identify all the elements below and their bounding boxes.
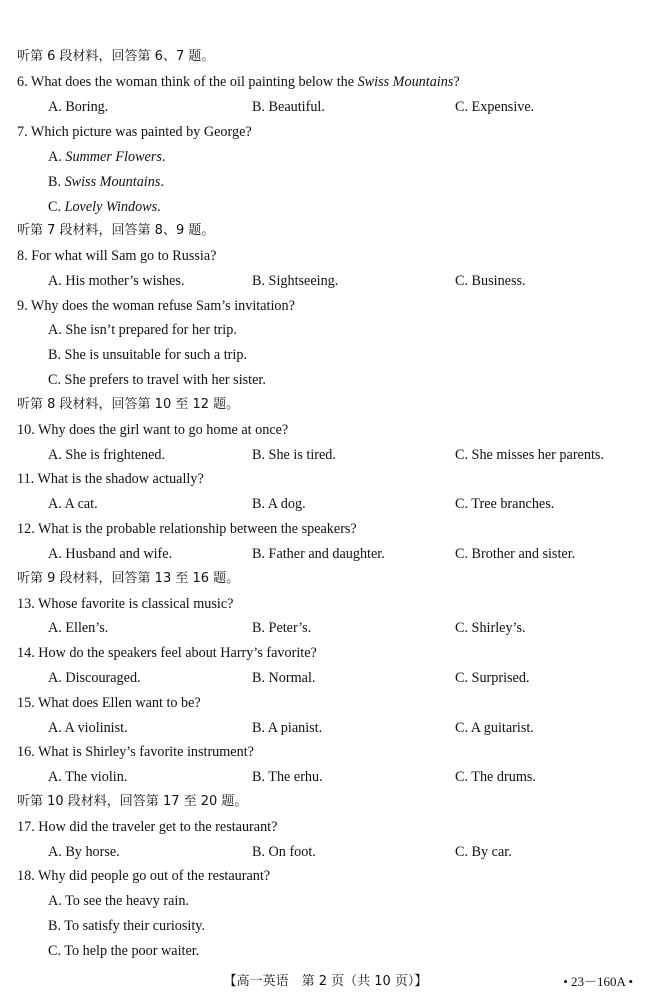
- question-7-option-a: [0, 145, 651, 170]
- question-15-option-a: A. A violinist.: [48, 720, 128, 736]
- question-14: 14. How do the speakers feel about Harry’s favorite?: [17, 645, 317, 661]
- footer-code: • 23－160A •: [563, 974, 633, 989]
- question-7-option-a-text: Summer Flowers: [65, 149, 162, 165]
- question-14-option-c: C. Surprised.: [455, 670, 530, 686]
- question-8-option-b: B. Sightseeing.: [252, 273, 339, 289]
- question-11-option-a: A. A cat.: [48, 496, 98, 512]
- question-15-option-c: C. A guitarist.: [455, 720, 534, 736]
- question-17: 17. How did the traveler get to the restaurant?: [17, 819, 278, 835]
- question-16-option-b: B. The erhu.: [252, 769, 323, 785]
- question-14-option-b: B. Normal.: [252, 670, 316, 686]
- question-8-option-a: A. His mother’s wishes.: [48, 273, 185, 289]
- question-8: 8. For what will Sam go to Russia?: [17, 248, 217, 264]
- question-7-option-c-period: .: [157, 199, 161, 215]
- question-16-option-c: C. The drums.: [455, 769, 536, 785]
- question-16: 16. What is Shirley’s favorite instrument?: [17, 744, 254, 760]
- page-footer: [0, 971, 651, 993]
- question-18-option-a: A. To see the heavy rain.: [48, 893, 189, 909]
- question-10-option-b: B. She is tired.: [252, 447, 336, 463]
- question-8-option-c: C. Business.: [455, 273, 526, 289]
- question-12-option-c: C. Brother and sister.: [455, 546, 576, 562]
- question-7-option-c-letter: C.: [48, 199, 65, 215]
- question-17-option-b: B. On foot.: [252, 844, 316, 860]
- question-6-text: 6. What does the woman think of the oil painting below the: [17, 74, 358, 90]
- footer-page-info: 【高一英语 第 2 页（共 10 页）】: [223, 974, 428, 989]
- question-12-options: [0, 542, 651, 567]
- question-10: 10. Why does the girl want to go home at once?: [17, 422, 289, 438]
- question-17-options: [0, 840, 651, 865]
- question-7-option-c: [0, 195, 651, 220]
- question-14-option-a: A. Discouraged.: [48, 670, 141, 686]
- question-6-options: [0, 95, 651, 120]
- question-10-options: [0, 443, 651, 468]
- question-8-options: [0, 269, 651, 294]
- question-13-option-c: C. Shirley’s.: [455, 620, 526, 636]
- question-7-option-a-period: .: [161, 149, 166, 165]
- question-15-option-b: B. A pianist.: [252, 720, 323, 736]
- question-6-italic-title: Swiss Mountains: [357, 74, 454, 90]
- section-10-heading: 听第 10 段材料，回答第 17 至 20 题。: [17, 794, 248, 809]
- question-15: 15. What does Ellen want to be?: [17, 695, 201, 711]
- question-13: 13. Whose favorite is classical music?: [17, 596, 234, 612]
- question-12: 12. What is the probable relationship between the speakers?: [17, 521, 357, 537]
- question-13-option-a: A. Ellen’s.: [48, 620, 109, 636]
- question-17-option-c: C. By car.: [455, 844, 512, 860]
- question-7-option-b: [0, 170, 651, 195]
- question-7-option-b-text: Swiss Mountains: [64, 174, 161, 190]
- question-10-option-c: C. She misses her parents.: [455, 447, 604, 463]
- section-6-heading: 听第 6 段材料，回答第 6、7 题。: [17, 49, 215, 64]
- question-6-option-a: A. Boring.: [48, 99, 109, 115]
- question-13-option-b: B. Peter’s.: [252, 620, 312, 636]
- question-9-option-a: A. She isn’t prepared for her trip.: [48, 322, 237, 338]
- question-7-option-c-text: Lovely Windows: [64, 199, 158, 215]
- question-6-option-c: C. Expensive.: [455, 99, 535, 115]
- question-11-options: [0, 492, 651, 517]
- question-11-option-c: C. Tree branches.: [455, 496, 555, 512]
- question-7: 7. Which picture was painted by George?: [17, 124, 252, 140]
- question-18-option-c: C. To help the poor waiter.: [48, 943, 200, 959]
- question-11: 11. What is the shadow actually?: [17, 471, 204, 487]
- question-18-option-b: B. To satisfy their curiosity.: [48, 918, 206, 934]
- question-6-option-b: B. Beautiful.: [252, 99, 325, 115]
- question-12-option-b: B. Father and daughter.: [252, 546, 385, 562]
- section-9-heading: 听第 9 段材料，回答第 13 至 16 题。: [17, 571, 240, 586]
- question-18: 18. Why did people go out of the restaurant?: [17, 868, 271, 884]
- question-7-option-a-letter: A.: [48, 149, 66, 165]
- section-8-heading: 听第 8 段材料，回答第 10 至 12 题。: [17, 397, 240, 412]
- question-13-options: [0, 616, 651, 641]
- section-7-heading: 听第 7 段材料，回答第 8、9 题。: [17, 223, 215, 238]
- question-6: [0, 70, 651, 95]
- question-14-options: [0, 666, 651, 691]
- question-11-option-b: B. A dog.: [252, 496, 306, 512]
- question-9-option-c: C. She prefers to travel with her sister.: [48, 372, 266, 388]
- question-9: 9. Why does the woman refuse Sam’s invitation?: [17, 298, 295, 314]
- question-9-option-b: B. She is unsuitable for such a trip.: [48, 347, 247, 363]
- question-17-option-a: A. By horse.: [48, 844, 120, 860]
- question-10-option-a: A. She is frightened.: [48, 447, 166, 463]
- question-7-option-b-period: .: [160, 174, 164, 190]
- question-16-options: [0, 765, 651, 790]
- question-6-end: ?: [453, 74, 460, 90]
- question-16-option-a: A. The violin.: [48, 769, 128, 785]
- question-7-option-b-letter: B.: [48, 174, 65, 190]
- question-15-options: [0, 716, 651, 741]
- question-12-option-a: A. Husband and wife.: [48, 546, 173, 562]
